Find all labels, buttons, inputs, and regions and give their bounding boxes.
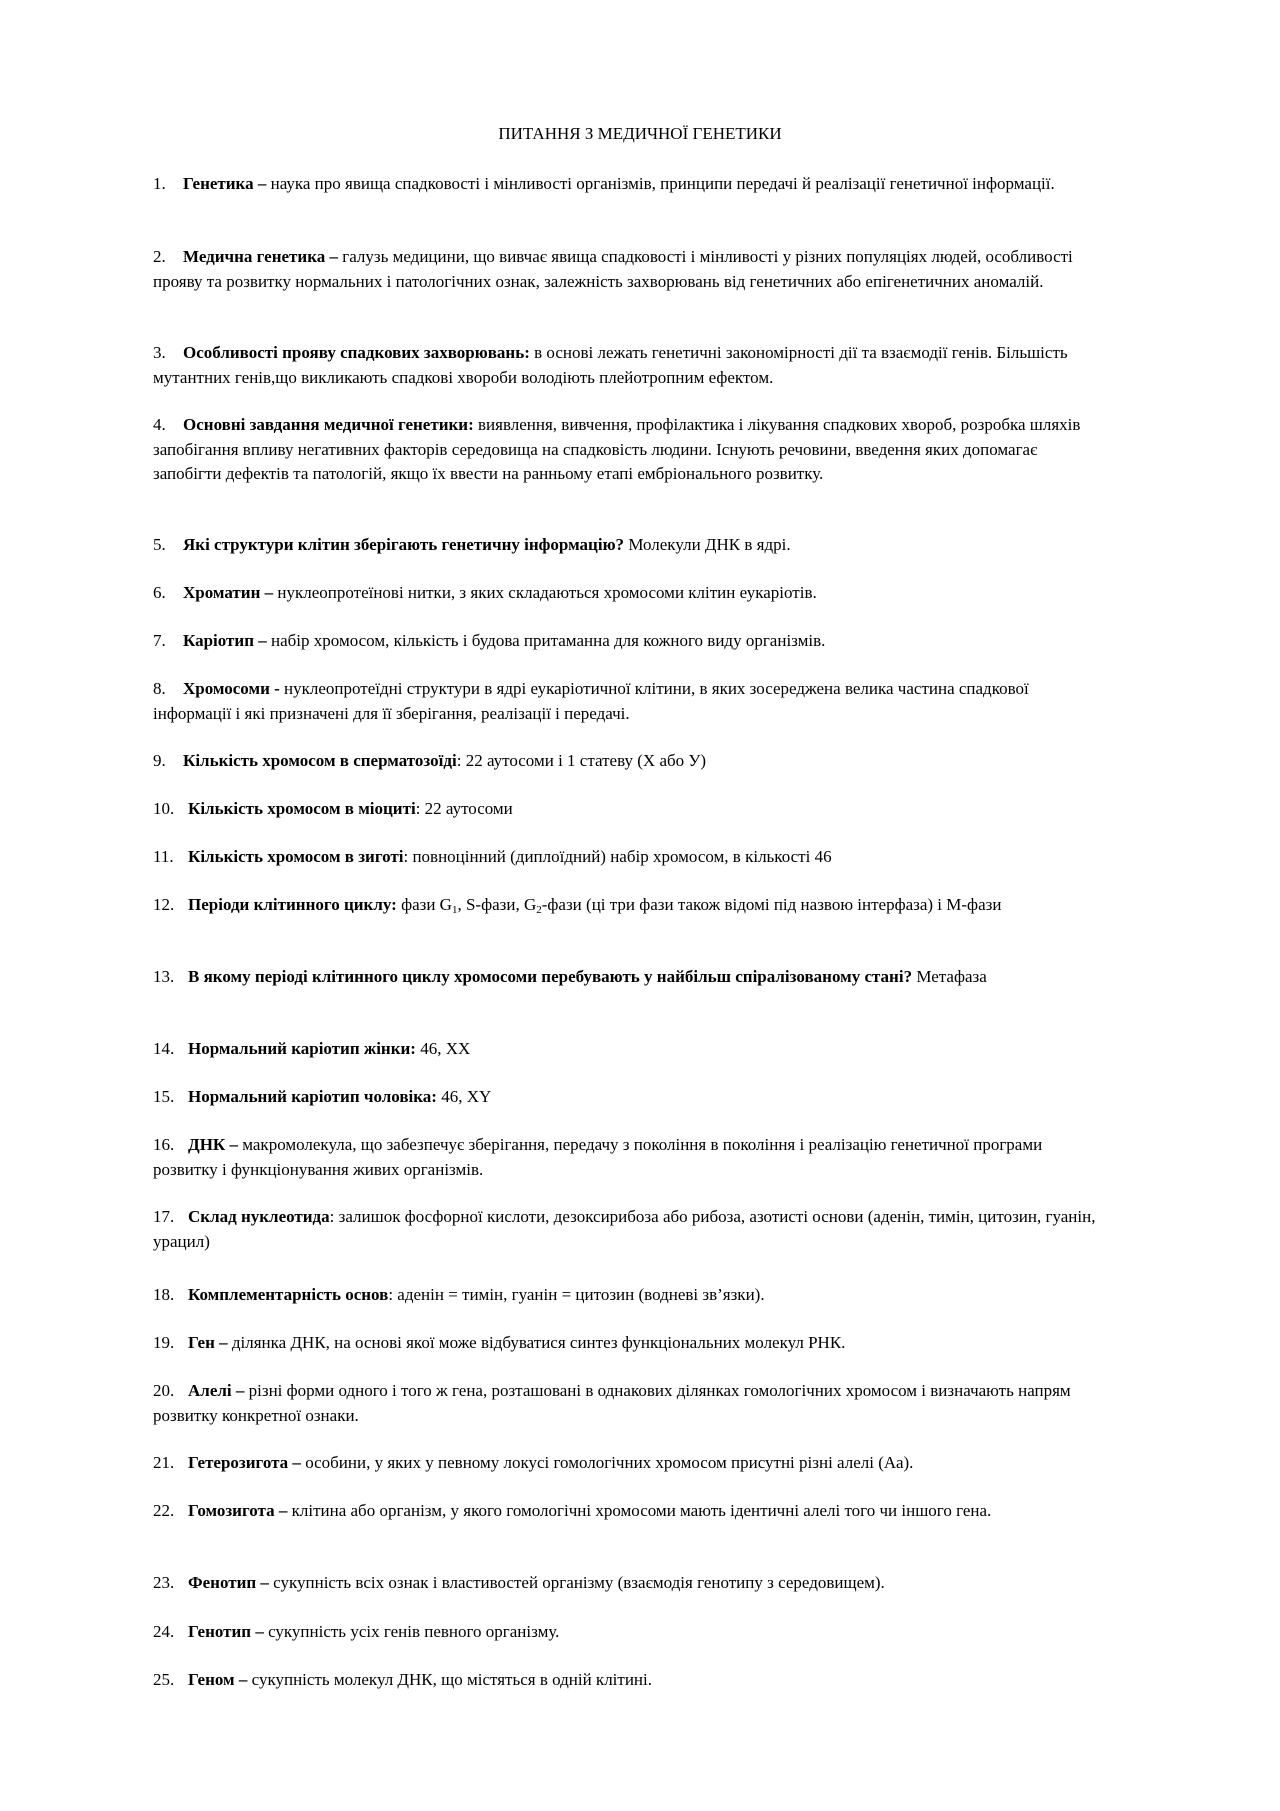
item-number: 21. (153, 1453, 175, 1472)
item-term: Генетика – (183, 174, 267, 193)
item-term: ДНК – (188, 1135, 238, 1154)
list-item (153, 677, 1108, 726)
list-item (153, 1499, 1108, 1524)
item-term: Хроматин – (183, 583, 274, 602)
item-term: Нормальний каріотип жінки: (188, 1039, 416, 1058)
item-number: 5. (153, 535, 166, 554)
item-text: , S-фази, G (457, 895, 537, 914)
item-text: -фази (ці три фази також відомі під назвою інтерфаза) і М-фази (541, 895, 1002, 914)
item-number: 14. (153, 1039, 175, 1058)
item-number: 3. (153, 343, 166, 362)
list-item (153, 629, 1108, 654)
item-number: 4. (153, 415, 166, 434)
list-item (153, 172, 1108, 197)
list-item (153, 1331, 1108, 1356)
list-item (153, 1133, 1108, 1182)
item-text: : 22 аутосоми і 1 статеву (Х або У) (456, 751, 707, 770)
item-term: Ген – (188, 1333, 228, 1352)
item-text: особини, у яких у певному локусі гомологічних хромосом присутні різні алелі (Аа). (300, 1453, 914, 1472)
item-text: Метафаза (912, 967, 987, 986)
item-number: 10. (153, 799, 175, 818)
item-term: Кількість хромосом в сперматозоїді (183, 751, 457, 770)
item-term: Геном – (188, 1670, 248, 1689)
item-text: 46, ХХ (415, 1039, 471, 1058)
item-text: макромолекула, що забезпечує зберігання, передачу з покоління в покоління і реалізацію генетичної програми розвитку і функціонування живих організмів. (153, 1135, 1043, 1179)
item-number: 19. (153, 1333, 175, 1352)
item-text: різні форми одного і того ж гена, розташовані в однакових ділянках гомологічних хромосом і визначають напрям розвитку конкретної ознаки. (153, 1381, 1071, 1425)
list-item (153, 749, 1108, 774)
item-text: сукупність усіх генів певного організму. (263, 1622, 560, 1641)
item-text: Молекули ДНК в ядрі. (624, 535, 791, 554)
item-number: 20. (153, 1381, 175, 1400)
item-number: 2. (153, 247, 166, 266)
item-text: наука про явища спадковості і мінливості організмів, принципи передачі й реалізації генетичної інформації. (266, 174, 1055, 193)
item-number: 17. (153, 1207, 175, 1226)
list-item (153, 1451, 1108, 1476)
list-item (153, 893, 1108, 918)
item-number: 25. (153, 1670, 175, 1689)
item-text: : 22 аутосоми (415, 799, 513, 818)
list-item (153, 797, 1108, 822)
item-term: Періоди клітинного циклу: (188, 895, 397, 914)
item-text: : повноцінний (диплоїдний) набір хромосом, в кількості 46 (403, 847, 832, 866)
list-item (153, 533, 1108, 558)
item-text: в основі лежать генетичні закономірності дії та взаємодії генів. Більшість мутантних генів,що викликають спадкові хвороби володіють плейотропним ефектом. (153, 343, 1068, 387)
item-term: Нормальний каріотип чоловіка: (188, 1087, 437, 1106)
list-item (153, 1283, 1108, 1308)
item-term: Кількість хромосом в міоциті (188, 799, 416, 818)
item-text: сукупність молекул ДНК, що містяться в одній клітині. (247, 1670, 652, 1689)
list-item (153, 1620, 1108, 1645)
item-text: : аденін = тимін, гуанін = цитозин (водневі зв’язки). (388, 1285, 765, 1304)
item-term: Склад нуклеотида (188, 1207, 330, 1226)
item-text: нуклеопротеїнові нитки, з яких складаються хромосоми клітин еукаріотів. (273, 583, 817, 602)
item-term: Особливості прояву спадкових захворювань: (183, 343, 530, 362)
item-text: 46, ХY (436, 1087, 492, 1106)
list-item (153, 1085, 1108, 1110)
item-text: фази G (396, 895, 452, 914)
item-number: 23. (153, 1573, 175, 1592)
list-item (153, 1668, 1108, 1693)
item-term: Гетерозигота – (188, 1453, 301, 1472)
item-term: Кількість хромосом в зиготі (188, 847, 404, 866)
item-number: 8. (153, 679, 166, 698)
item-term: Основні завдання медичної генетики: (183, 415, 474, 434)
list-item (153, 341, 1108, 390)
item-number: 6. (153, 583, 166, 602)
list-item (153, 1037, 1108, 1062)
document-title: ПИТАННЯ З МЕДИЧНОЇ ГЕНЕТИКИ (498, 124, 782, 143)
item-term: Які структури клітин зберігають генетичну інформацію? (183, 535, 625, 554)
item-term: Алелі – (188, 1381, 245, 1400)
item-number: 18. (153, 1285, 175, 1304)
item-text: галузь медицини, що вивчає явища спадковості і мінливості у різних популяціях людей, особливості прояву та розвитку нормальних і патологічних ознак, залежність захворювань від генетичних або епігенетичних аномалій. (153, 247, 1073, 291)
item-term: Фенотип – (188, 1573, 269, 1592)
item-term: Гомозигота – (188, 1501, 288, 1520)
list-item (153, 581, 1108, 606)
item-text: ділянка ДНК, на основі якої може відбуватися синтез функціональних молекул РНК. (227, 1333, 846, 1352)
item-number: 11. (153, 847, 174, 866)
list-item (153, 1571, 1108, 1596)
item-term: Медична генетика – (183, 247, 338, 266)
item-text: набір хромосом, кількість і будова притаманна для кожного виду організмів. (266, 631, 826, 650)
item-text: сукупність всіх ознак і властивостей організму (взаємодія генотипу з середовищем). (268, 1573, 885, 1592)
item-text: виявлення, вивчення, профілактика і лікування спадкових хвороб, розробка шляхів запобігання впливу негативних факторів середовища на спадковість людини. Існують речовини, введення яких допомагає запобігти дефектів та патологій, якщо їх ввести на ранньому етапі ембріонального розвитку. (153, 415, 1081, 483)
item-number: 15. (153, 1087, 175, 1106)
list-item (153, 1379, 1108, 1428)
item-term: В якому періоді клітинного циклу хромосоми перебувають у найбільш спіралізованому стані? (188, 967, 913, 986)
list-item (153, 1205, 1108, 1254)
item-text: : залишок фосфорної кислоти, дезоксирибоза або рибоза, азотисті основи (аденін, тимін, цитозин, гуанін, урацил) (153, 1207, 1096, 1251)
item-term: Комплементарність основ (188, 1285, 389, 1304)
item-term: Хромосоми - (183, 679, 280, 698)
item-number: 12. (153, 895, 175, 914)
item-number: 13. (153, 967, 175, 986)
item-number: 1. (153, 174, 166, 193)
item-number: 24. (153, 1622, 175, 1641)
item-text: клітина або організм, у якого гомологічні хромосоми мають ідентичні алелі того чи іншого гена. (287, 1501, 992, 1520)
subscript: 1 (451, 904, 458, 916)
list-item (153, 245, 1108, 294)
item-term: Генотип – (188, 1622, 264, 1641)
item-number: 7. (153, 631, 166, 650)
list-item (153, 965, 1108, 990)
item-term: Каріотип – (183, 631, 267, 650)
subscript: 2 (536, 904, 542, 916)
item-number: 9. (153, 751, 166, 770)
item-text: нуклеопротеїдні структури в ядрі еукаріотичної клітини, в яких зосереджена велика частина спадкової інформації і які призначені для її зберігання, реалізації і передачі. (153, 679, 1029, 723)
list-item (153, 845, 1108, 870)
list-item (153, 413, 1108, 487)
item-number: 16. (153, 1135, 175, 1154)
item-number: 22. (153, 1501, 175, 1520)
